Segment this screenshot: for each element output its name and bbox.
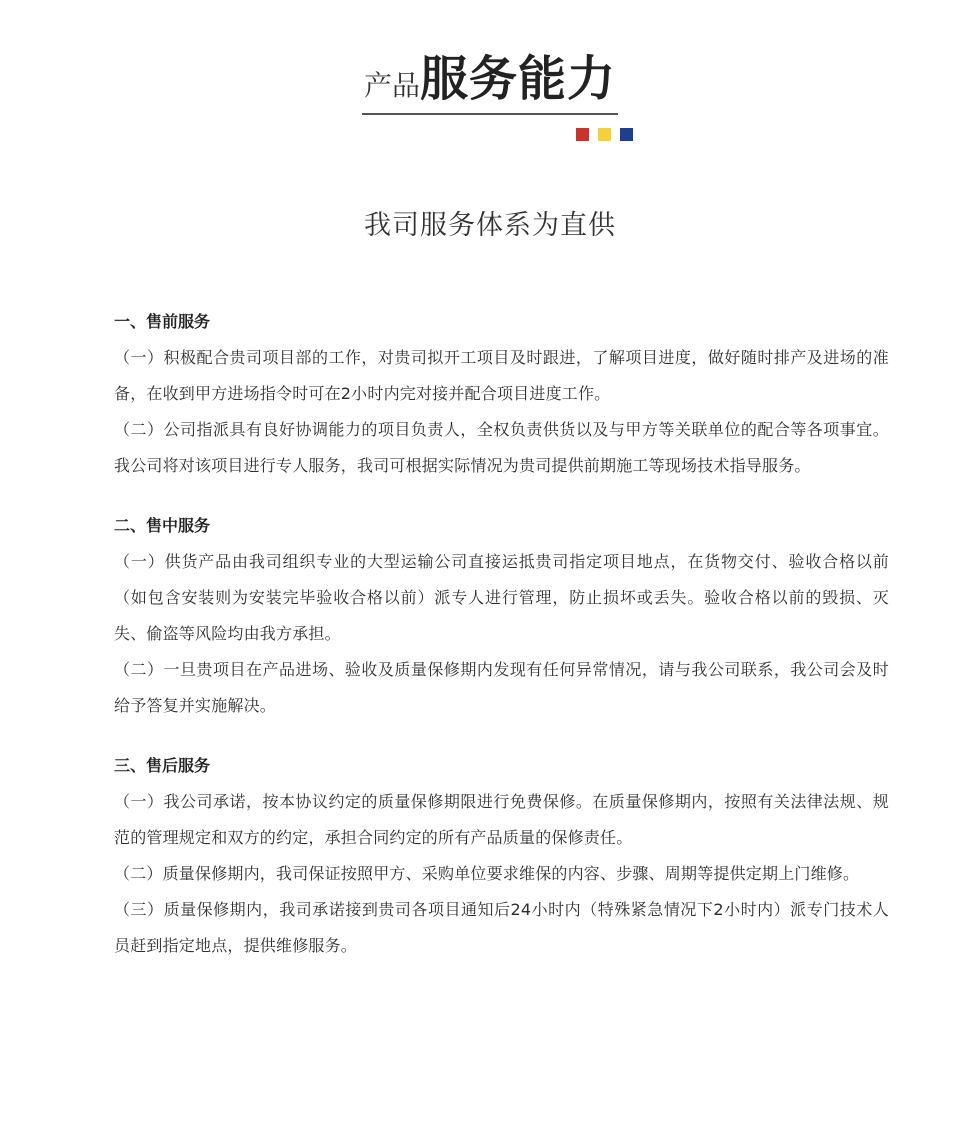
red-square-icon — [576, 128, 589, 141]
page-title-block — [0, 40, 980, 115]
section-paragraph: （二）一旦贵项目在产品进场、验收及质量保修期内发现有任何异常情况，请与我公司联系，我公司会及时给予答复并实施解决。 — [114, 660, 889, 715]
section-in-sales — [114, 510, 889, 724]
section-paragraph: （一）我公司承诺，按本协议约定的质量保修期限进行免费保修。在质量保修期内，按照有关法律法规、规范的管理规定和双方的约定，承担合同约定的所有产品质量的保修责任。 — [114, 792, 889, 847]
accent-color-squares — [576, 126, 642, 140]
section-heading: 二、售中服务 — [114, 516, 211, 535]
section-pre-sales — [114, 306, 889, 484]
page-title-main: 服务能力 — [420, 51, 617, 107]
section-paragraph: （二）公司指派具有良好协调能力的项目负责人，全权负责供货以及与甲方等关联单位的配合等各项事宜。我公司将对该项目进行专人服务，我司可根据实际情况为贵司提供前期施工等现场技术指导服务。 — [114, 420, 889, 475]
section-paragraph: （三）质量保修期内，我司承诺接到贵司各项目通知后24小时内（特殊紧急情况下2小时内）派专门技术人员赶到指定地点，提供维修服务。 — [114, 900, 889, 955]
section-paragraph: （二）质量保修期内，我司保证按照甲方、采购单位要求维保的内容、步骤、周期等提供定期上门维修。 — [114, 864, 860, 883]
service-content — [114, 306, 889, 990]
page-title-prefix: 产品 — [363, 69, 420, 102]
yellow-square-icon — [598, 128, 611, 141]
section-heading: 一、售前服务 — [114, 312, 211, 331]
page-subtitle: 我司服务体系为直供 — [364, 210, 616, 241]
section-paragraph: （一）供货产品由我司组织专业的大型运输公司直接运抵贵司指定项目地点，在货物交付、验收合格以前（如包含安装则为安装完毕验收合格以前）派专人进行管理，防止损坏或丢失。验收合格以前的毁损、灭失、偷盗等风险均由我方承担。 — [114, 552, 889, 643]
section-paragraph: （一）积极配合贵司项目部的工作，对贵司拟开工项目及时跟进，了解项目进度，做好随时排产及进场的准备，在收到甲方进场指令时可在2小时内完对接并配合项目进度工作。 — [114, 348, 889, 403]
section-after-sales — [114, 750, 889, 964]
page-title — [362, 40, 618, 115]
blue-square-icon — [620, 128, 633, 141]
section-heading: 三、售后服务 — [114, 756, 211, 775]
